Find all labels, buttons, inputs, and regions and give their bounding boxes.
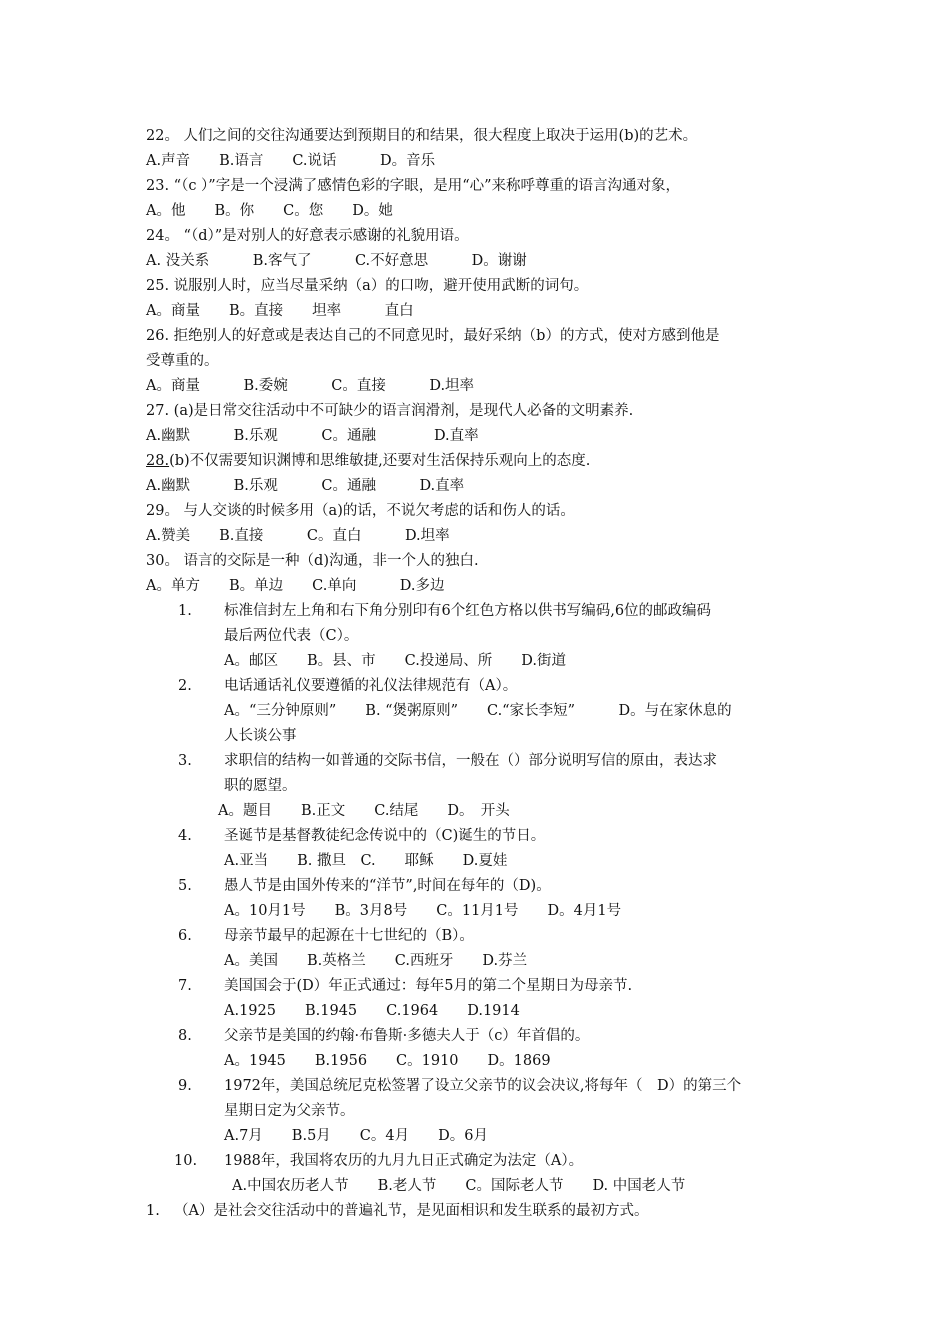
list-number-3: 3. — [178, 753, 192, 769]
question-28-text: (b)不仅需要知识渊博和思维敏捷,还要对生活保持乐观向上的态度. — [169, 453, 591, 469]
question-28 — [146, 449, 590, 474]
list-options-8: A。1945 B.1956 C。1910 D。1869 — [224, 1053, 551, 1069]
list-options-1: A。邮区 B。县、市 C.投递局、所 D.街道 — [224, 653, 567, 669]
list-number-1: 1. — [178, 603, 192, 619]
options-30: A。单方 B。单边 C.单向 D.多边 — [146, 578, 445, 594]
list-question-1-cont: 最后两位代表（C）。 — [224, 628, 359, 644]
list-options-7: A.1925 B.1945 C.1964 D.1914 — [224, 1003, 520, 1019]
list-question-9: 1972年，美国总统尼克松签署了设立父亲节的议会决议,将每年（ D）的第三个 — [224, 1078, 742, 1094]
list-number-7: 7. — [178, 978, 192, 994]
question-27: 27. (a)是日常交往活动中不可缺少的语言润滑剂，是现代人必备的文明素养. — [146, 403, 634, 419]
question-22: 22。 人们之间的交往沟通要达到预期目的和结果，很大程度上取决于运用(b)的艺术。 — [146, 128, 698, 144]
question-23: 23. “（c ）”字是一个浸满了感情色彩的字眼，是用“心”来称呼尊重的语言沟通对象， — [146, 178, 681, 194]
list-question-8: 父亲节是美国的约翰·布鲁斯·多德夫人于（c）年首倡的。 — [224, 1028, 590, 1044]
options-23: A。他 B。你 C。您 D。她 — [146, 203, 393, 219]
list-number-6: 6. — [178, 928, 192, 944]
list-question-9-cont: 星期日定为父亲节。 — [224, 1103, 355, 1119]
list-options-6: A。美国 B.英格兰 C.西班牙 D.芬兰 — [224, 953, 528, 969]
list-question-7: 美国国会于(D）年正式通过：每年5月的第二个星期日为母亲节. — [224, 978, 633, 994]
list-options-2-cont: 人长谈公事 — [224, 728, 297, 744]
list-options-5: A。10月1号 B。3月8号 C。11月1号 D。4月1号 — [224, 903, 622, 919]
list-number-10: 10. — [174, 1153, 198, 1169]
list-question-1: 标准信封左上角和右下角分别印有6个红色方格以供书写编码,6位的邮政编码 — [224, 603, 712, 619]
question-26-cont: 受尊重的。 — [146, 353, 219, 369]
options-26: A。商量 B.委婉 C。直接 D.坦率 — [146, 378, 475, 394]
question-25: 25. 说服别人时，应当尽量采纳（a）的口吻，避开使用武断的词句。 — [146, 278, 589, 294]
question-30: 30。 语言的交际是一种（d)沟通，非一个人的独白. — [146, 553, 479, 569]
question-28-number: 28. — [146, 453, 170, 469]
list-options-2: A。“三分钟原则” B. “煲粥原则” C.“家长李短” D。与在家休息的 — [224, 703, 732, 719]
question-26: 26. 拒绝别人的好意或是表达自己的不同意见时，最好采纳（b）的方式，使对方感到他是 — [146, 328, 720, 344]
list-options-10: A.中国农历老人节 B.老人节 C。国际老人节 D. 中国老人节 — [232, 1178, 686, 1194]
list-number-8: 8. — [178, 1028, 192, 1044]
options-29: A.赞美 B.直接 C。直白 D.坦率 — [146, 528, 450, 544]
list-options-4: A.亚当 B. 撒旦 C. 耶稣 D.夏娃 — [224, 853, 508, 869]
options-24: A. 没关系 B.客气了 C.不好意思 D。谢谢 — [146, 253, 527, 269]
list-number-9: 9. — [178, 1078, 192, 1094]
list-number-2: 2. — [178, 678, 192, 694]
list-question-10: 1988年，我国将农历的九月九日正式确定为法定（A）。 — [224, 1153, 584, 1169]
options-28: A.幽默 B.乐观 C。通融 D.直率 — [146, 478, 465, 494]
part3-number: 1. — [146, 1203, 160, 1219]
question-24: 24。 “（d）”是对别人的好意表示感谢的礼貌用语。 — [146, 228, 469, 244]
list-question-3-cont: 职的愿望。 — [224, 778, 297, 794]
list-question-6: 母亲节最早的起源在十七世纪的（B）。 — [224, 928, 474, 944]
options-25: A。商量 B。直接 坦率 直白 — [146, 303, 414, 319]
list-number-5: 5. — [178, 878, 192, 894]
part3-question: （A）是社会交往活动中的普遍礼节，是见面相识和发生联系的最初方式。 — [174, 1203, 649, 1219]
list-question-2: 电话通话礼仪要遵循的礼仪法律规范有（A）。 — [224, 678, 518, 694]
list-question-5: 愚人节是由国外传来的“洋节”,时间在每年的（D)。 — [224, 878, 551, 894]
list-question-3: 求职信的结构一如普通的交际书信，一般在（）部分说明写信的原由，表达求 — [224, 753, 717, 769]
question-29: 29。 与人交谈的时候多用（a)的话，不说欠考虑的话和伤人的话。 — [146, 503, 575, 519]
list-number-4: 4. — [178, 828, 192, 844]
list-question-4: 圣诞节是基督教徒纪念传说中的（C)诞生的节日。 — [224, 828, 546, 844]
options-22: A.声音 B.语言 C.说话 D。音乐 — [146, 153, 436, 169]
list-options-3: A。题目 B.正文 C.结尾 D。 开头 — [218, 803, 510, 819]
list-options-9: A.7月 B.5月 C。4月 D。6月 — [224, 1128, 488, 1144]
options-27: A.幽默 B.乐观 C。通融 D.直率 — [146, 428, 479, 444]
